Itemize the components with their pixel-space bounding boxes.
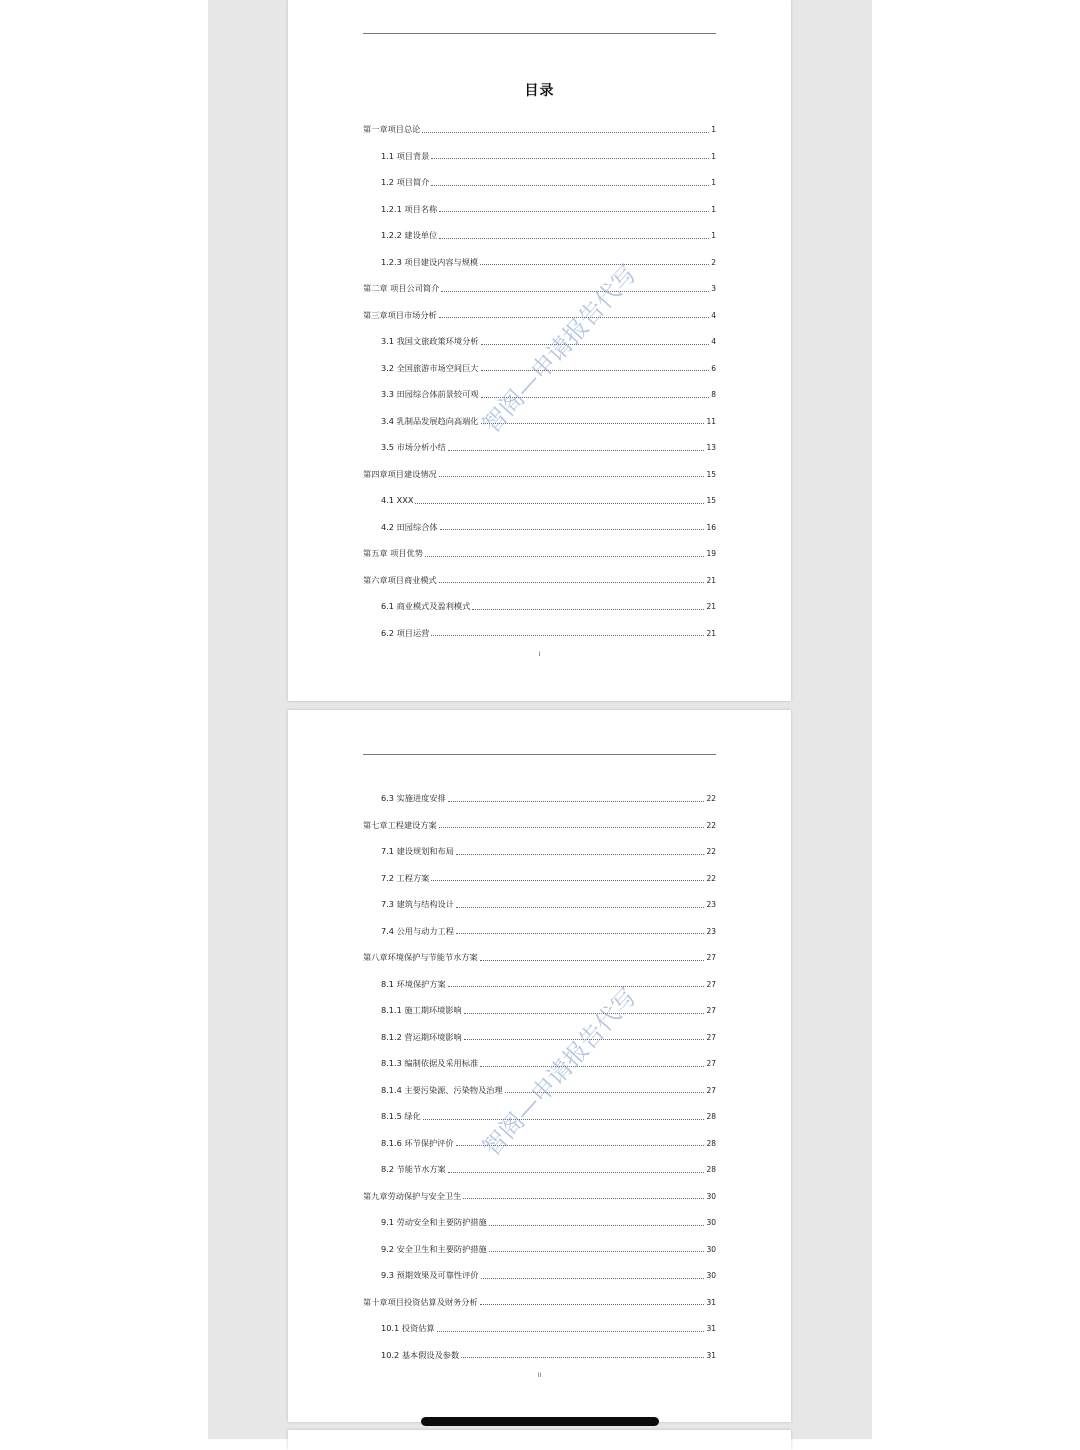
toc-entry[interactable] (363, 346, 716, 373)
toc-entry[interactable] (363, 240, 716, 267)
toc-entry-label: 9.2 安全卫生和主要防护措施 (381, 1243, 487, 1254)
toc-dot-leader (481, 344, 710, 345)
toc-entry-page-number: 30 (706, 1244, 716, 1254)
toc-dot-leader (480, 1066, 704, 1067)
toc-entry-page-number: 30 (706, 1218, 716, 1227)
toc-entry-page-number: 3 (711, 284, 716, 293)
toc-entry[interactable] (363, 1306, 716, 1333)
toc-dot-leader (481, 397, 710, 398)
toc-entry-label: 第八章环境保护与节能节水方案 (363, 952, 478, 963)
toc-dot-leader (456, 1145, 705, 1146)
toc-entry[interactable] (363, 909, 716, 936)
toc-entry-page-number: 27 (706, 1006, 716, 1015)
toc-dot-leader (489, 1251, 705, 1252)
toc-entry[interactable] (363, 1094, 716, 1121)
toc-entry[interactable] (363, 935, 716, 962)
toc-entry-label: 1.2.3 项目建设内容与规模 (381, 256, 479, 267)
document-page-3 (288, 1430, 791, 1450)
toc-entry-label: 8.2 节能节水方案 (381, 1164, 446, 1175)
toc-entry-label: 8.1.4 主要污染源、污染物及治理 (381, 1084, 503, 1095)
toc-entry-page-number: 27 (706, 1032, 716, 1042)
toc-entry-label: 7.3 建筑与结构设计 (381, 899, 454, 910)
document-page-2 (288, 710, 791, 1422)
toc-dot-leader (480, 1304, 705, 1305)
toc-entry-page-number: 15 (706, 469, 716, 479)
toc-dot-leader (472, 609, 704, 610)
toc-entry-label: 第四章项目建设情况 (363, 468, 437, 479)
document-page-1 (288, 0, 791, 701)
toc-dot-leader (448, 450, 705, 451)
toc-entry-page-number: 22 (706, 794, 716, 803)
toc-entry-label: 1.2 项目简介 (381, 177, 430, 188)
toc-dot-leader (439, 317, 710, 318)
toc-entry-page-number: 27 (706, 1059, 716, 1068)
toc-entry-label: 1.2.2 建设单位 (381, 230, 438, 241)
toc-dot-leader (431, 158, 709, 159)
toc-dot-leader (481, 1278, 705, 1279)
toc-entry-page-number: 2 (711, 257, 716, 267)
toc-dot-leader (431, 185, 709, 186)
toc-entry-page-number: 22 (706, 847, 716, 856)
toc-dot-leader (441, 291, 709, 292)
toc-entry[interactable] (363, 1147, 716, 1174)
toc-entry[interactable] (363, 425, 716, 452)
toc-entry-page-number: 21 (706, 628, 716, 638)
toc-entry[interactable] (363, 134, 716, 161)
watermark: 智阁—申请报告代写 (477, 259, 643, 439)
toc-entry[interactable] (363, 1280, 716, 1307)
toc-dot-leader (425, 556, 705, 557)
toc-entry-label: 8.1.1 施工期环境影响 (381, 1005, 462, 1016)
toc-entry-page-number: 21 (706, 602, 716, 611)
toc-entry-page-number: 31 (706, 1324, 716, 1333)
toc-dot-leader (437, 1331, 705, 1332)
toc-entry[interactable] (363, 372, 716, 399)
toc-entry-label: 3.2 全国旅游市场空间巨大 (381, 362, 479, 373)
toc-entry-page-number: 22 (706, 820, 716, 830)
toc-entry[interactable] (363, 1041, 716, 1068)
toc-entry[interactable] (363, 531, 716, 558)
toc-entry-page-number: 30 (706, 1271, 716, 1280)
toc-entry-label: 8.1.3 编制依据及采用标准 (381, 1058, 479, 1069)
toc-entry-label: 10.2 基本假设及参数 (381, 1349, 460, 1360)
toc-entry[interactable] (363, 1121, 716, 1148)
toc-entry-label: 第三章项目市场分析 (363, 309, 437, 320)
toc-dot-leader (415, 503, 704, 504)
toc-entry[interactable] (363, 160, 716, 187)
toc-entry-label: 9.1 劳动安全和主要防护措施 (381, 1217, 487, 1228)
toc-entry[interactable] (363, 1068, 716, 1095)
toc-entry-label: 4.2 田园综合体 (381, 521, 438, 532)
toc-entry-page-number: 30 (706, 1191, 716, 1201)
toc-dot-leader (463, 1198, 704, 1199)
toc-entry-label: 3.4 乳制品发展趋向高端化 (381, 415, 479, 426)
toc-list (363, 776, 716, 1359)
toc-entry[interactable] (363, 319, 716, 346)
toc-entry-label: 4.1 XXX (381, 495, 414, 506)
toc-dot-leader (440, 529, 705, 530)
toc-entry-page-number: 28 (706, 1165, 716, 1174)
toc-dot-leader (456, 854, 705, 855)
toc-entry[interactable] (363, 293, 716, 320)
toc-dot-leader (423, 1119, 705, 1120)
toc-dot-leader (431, 880, 704, 881)
toc-entry-label: 6.2 项目运营 (381, 627, 430, 638)
toc-entry[interactable] (363, 856, 716, 883)
toc-entry-page-number: 22 (706, 873, 716, 883)
toc-entry-label: 10.1 投资估算 (381, 1323, 435, 1334)
toc-entry[interactable] (363, 829, 716, 856)
toc-entry[interactable] (363, 882, 716, 909)
toc-entry-label: 8.1 环境保护方案 (381, 978, 446, 989)
toc-title: 目录 (524, 83, 555, 99)
toc-entry[interactable] (363, 399, 716, 426)
toc-entry-page-number: 1 (711, 204, 716, 214)
toc-entry-label: 3.1 我国文旅政策环境分析 (381, 336, 479, 347)
toc-dot-leader (439, 211, 709, 212)
toc-dot-leader (439, 582, 705, 583)
toc-dot-leader (481, 370, 710, 371)
toc-entry-label: 第十章项目投资估算及财务分析 (363, 1296, 478, 1307)
toc-entry[interactable] (363, 962, 716, 989)
page-number: II (537, 1372, 542, 1379)
toc-dot-leader (422, 132, 709, 133)
toc-entry-page-number: 27 (706, 979, 716, 989)
toc-entry-page-number: 16 (706, 522, 716, 532)
toc-dot-leader (481, 423, 705, 424)
toc-entry[interactable] (363, 452, 716, 479)
toc-dot-leader (439, 827, 705, 828)
watermark: 智阁—申请报告代写 (477, 982, 643, 1162)
toc-entry-page-number: 23 (706, 926, 716, 936)
toc-dot-leader (456, 907, 705, 908)
toc-entry[interactable] (363, 107, 716, 134)
toc-entry[interactable] (363, 803, 716, 830)
toc-entry-page-number: 11 (706, 416, 716, 426)
toc-entry[interactable] (363, 584, 716, 611)
toc-entry[interactable] (363, 266, 716, 293)
toc-entry[interactable] (363, 611, 716, 638)
toc-entry-label: 7.4 公用与动力工程 (381, 925, 454, 936)
toc-entry[interactable] (363, 478, 716, 505)
toc-dot-leader (489, 1225, 705, 1226)
toc-entry-label: 9.3 预期效果及可靠性评价 (381, 1270, 479, 1281)
toc-entry-page-number: 8 (711, 390, 716, 399)
toc-dot-leader (439, 238, 709, 239)
toc-list (363, 107, 716, 637)
toc-entry-label: 第二章 项目公司简介 (363, 283, 440, 294)
toc-entry-page-number: 1 (711, 151, 716, 161)
toc-entry-page-number: 28 (706, 1138, 716, 1148)
toc-dot-leader (448, 986, 705, 987)
toc-entry-page-number: 31 (706, 1297, 716, 1307)
toc-entry-page-number: 27 (706, 953, 716, 962)
toc-entry-label: 1.2.1 项目名称 (381, 203, 438, 214)
toc-entry-page-number: 23 (706, 900, 716, 909)
toc-entry-label: 第六章项目商业模式 (363, 574, 437, 585)
toc-dot-leader (448, 1172, 705, 1173)
toc-entry[interactable] (363, 776, 716, 803)
toc-entry[interactable] (363, 1200, 716, 1227)
toc-entry[interactable] (363, 1253, 716, 1280)
toc-entry-label: 8.1.2 营运期环境影响 (381, 1031, 462, 1042)
toc-dot-leader (480, 264, 709, 265)
toc-entry-page-number: 13 (706, 443, 716, 452)
toc-entry[interactable] (363, 1015, 716, 1042)
toc-entry-label: 3.5 市场分析小结 (381, 442, 446, 453)
toc-entry[interactable] (363, 1174, 716, 1201)
toc-dot-leader (464, 1013, 705, 1014)
toc-entry-page-number: 4 (711, 310, 716, 320)
toc-dot-leader (448, 801, 705, 802)
toc-dot-leader (461, 1357, 704, 1358)
toc-entry-page-number: 1 (711, 231, 716, 240)
toc-dot-leader (505, 1092, 705, 1093)
toc-entry-label: 7.1 建设规划和布局 (381, 846, 454, 857)
toc-entry[interactable] (363, 988, 716, 1015)
toc-entry-label: 7.2 工程方案 (381, 872, 430, 883)
page-number: I (538, 651, 541, 658)
toc-entry-label: 第五章 项目优势 (363, 548, 423, 559)
toc-dot-leader (431, 635, 704, 636)
toc-entry-label: 6.3 实施进度安排 (381, 793, 446, 804)
toc-dot-leader (480, 960, 705, 961)
toc-entry-label: 8.1.5 绿化 (381, 1111, 421, 1122)
toc-entry[interactable] (363, 213, 716, 240)
header-rule (363, 33, 716, 34)
toc-entry-page-number: 6 (711, 363, 716, 373)
toc-entry-page-number: 19 (706, 549, 716, 558)
toc-entry-page-number: 27 (706, 1085, 716, 1095)
toc-entry-label: 第一章项目总论 (363, 124, 421, 135)
toc-dot-leader (439, 476, 705, 477)
toc-entry-label: 3.3 田园综合体前景较可观 (381, 389, 479, 400)
toc-entry-label: 6.1 商业模式及盈利模式 (381, 601, 471, 612)
toc-entry-page-number: 28 (706, 1112, 716, 1121)
toc-entry-page-number: 15 (706, 496, 716, 505)
toc-entry-label: 8.1.6 环节保护评价 (381, 1137, 454, 1148)
toc-entry-label: 第七章工程建设方案 (363, 819, 437, 830)
toc-entry-label: 第九章劳动保护与安全卫生 (363, 1190, 462, 1201)
toc-entry[interactable] (363, 505, 716, 532)
header-rule (363, 754, 716, 755)
toc-entry-page-number: 31 (706, 1350, 716, 1360)
toc-entry[interactable] (363, 1333, 716, 1360)
toc-dot-leader (464, 1039, 705, 1040)
toc-dot-leader (456, 933, 705, 934)
toc-entry[interactable] (363, 558, 716, 585)
toc-entry[interactable] (363, 1227, 716, 1254)
toc-entry-page-number: 1 (711, 125, 716, 134)
toc-entry[interactable] (363, 187, 716, 214)
toc-entry-label: 1.1 项目背景 (381, 150, 430, 161)
toc-entry-page-number: 4 (711, 337, 716, 346)
toc-entry-page-number: 21 (706, 575, 716, 585)
toc-entry-page-number: 1 (711, 178, 716, 187)
home-indicator[interactable] (421, 1417, 659, 1426)
